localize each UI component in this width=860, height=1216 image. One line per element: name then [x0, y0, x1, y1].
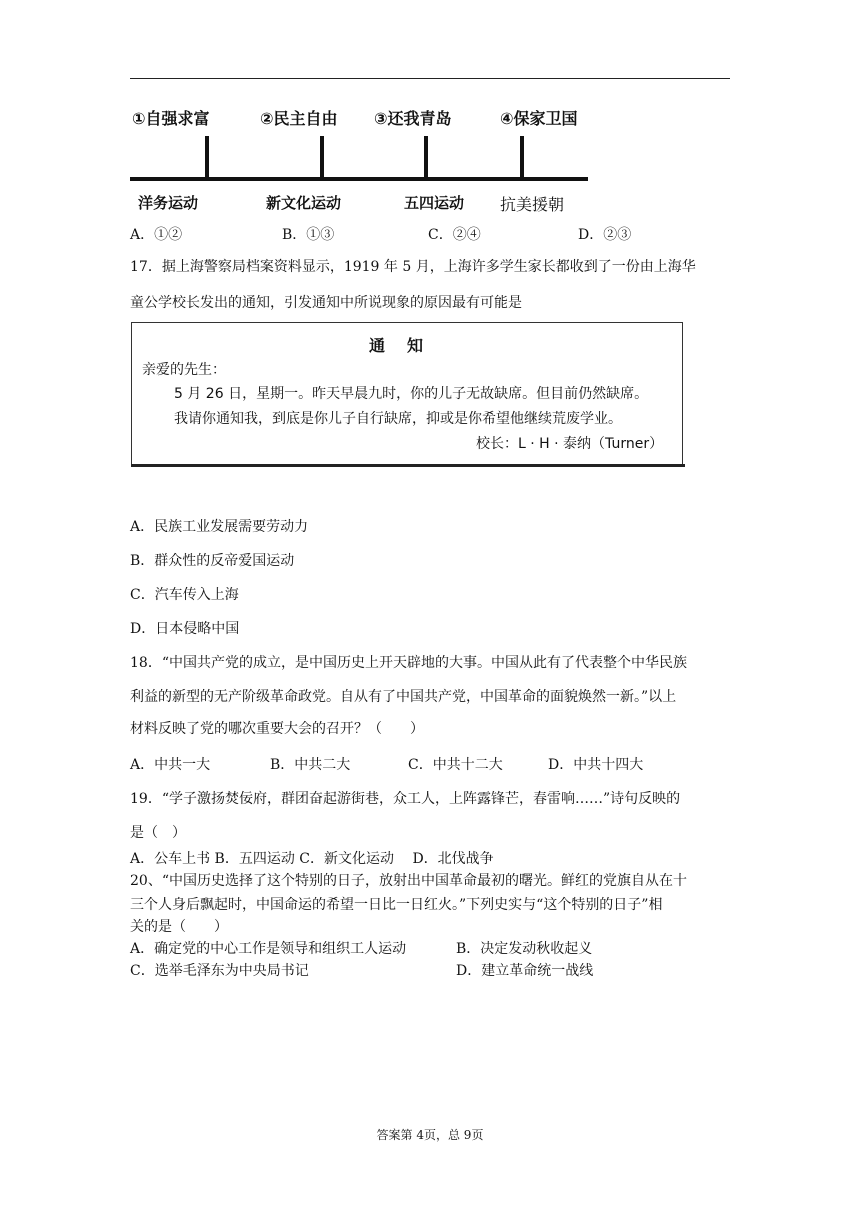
q16-option-c: C．②④ [428, 227, 481, 243]
timeline-tick [320, 136, 324, 178]
q16-option-a: A．①② [130, 227, 183, 243]
q19-stem-line: 19．“学子激扬焚佞府，群团奋起游街巷，众工人，上阵露锋芒，春雷响……”诗句反映的 [130, 791, 681, 807]
notice-body-line: 5 月 26 日，星期一。昨天早晨九时，你的儿子无故缺席。但目前仍然缺席。 [174, 386, 649, 402]
q20-stem-line: 20、“中国历史选择了这个特别的日子，放射出中国革命最初的曙光。鲜红的党旗自从在十 [130, 873, 687, 889]
q18-stem-line: 材料反映了党的哪次重要大会的召开？（ ） [130, 721, 424, 737]
timeline-top-label: ③还我青岛 [374, 109, 452, 128]
q17-option-a: A．民族工业发展需要劳动力 [130, 519, 309, 535]
q20-option-b: B．决定发动秋收起义 [456, 941, 593, 957]
q17-option-d: D．日本侵略中国 [130, 621, 240, 637]
timeline-bottom-label: 抗美援朝 [500, 195, 565, 214]
q16-option-d: D．②③ [578, 227, 632, 243]
q20-option-c: C．选举毛泽东为中央局书记 [130, 963, 309, 979]
timeline-figure [130, 100, 600, 220]
timeline-tick [520, 136, 524, 178]
timeline-bottom-label: 洋务运动 [138, 194, 199, 212]
q16-option-b: B．①③ [282, 227, 335, 243]
header-rule [130, 78, 730, 79]
timeline-top-label: ①自强求富 [132, 109, 210, 128]
q18-option-d: D．中共十四大 [548, 757, 644, 773]
q17-stem-line: 17．据上海警察局档案资料显示，1919 年 5 月，上海许多学生家长都收到了一份由上海华 [130, 259, 696, 275]
q18-stem-line: 利益的新型的无产阶级革命政党。自从有了中国共产党，中国革命的面貌焕然一新。”以上 [130, 689, 677, 705]
notice-bottom-rule [131, 464, 685, 467]
timeline-top-label: ②民主自由 [260, 109, 338, 128]
q18-option-b: B．中共二大 [270, 757, 351, 773]
notice-box [131, 322, 683, 466]
q17-stem-line: 童公学校长发出的通知，引发通知中所说现象的原因最有可能是 [130, 295, 522, 311]
q17-option-b: B．群众性的反帝爱国运动 [130, 553, 295, 569]
q18-stem-line: 18．“中国共产党的成立，是中国历史上开天辟地的大事。中国从此有了代表整个中华民族 [130, 655, 687, 671]
q18-option-c: C．中共十二大 [408, 757, 503, 773]
notice-title: 通知 [368, 336, 445, 355]
timeline-bottom-label: 新文化运动 [266, 194, 342, 212]
q20-stem-line: 关的是（ ） [130, 919, 228, 935]
timeline-top-label: ④保家卫国 [500, 109, 578, 128]
q20-option-a: A．确定党的中心工作是领导和组织工人运动 [130, 941, 407, 957]
q19-options: A．公车上书 B．五四运动 C．新文化运动 D．北伐战争 [130, 851, 494, 867]
notice-greeting: 亲爱的先生： [142, 362, 226, 378]
q17-option-c: C．汽车传入上海 [130, 587, 239, 603]
notice-body-line: 我请你通知我，到底是你儿子自行缺席，抑或是你希望他继续荒废学业。 [174, 411, 622, 427]
notice-signature: 校长：L · H · 泰纳（Turner） [476, 436, 664, 452]
page-footer: 答案第 4页，总 9页 [376, 1128, 484, 1142]
timeline-tick [424, 136, 428, 178]
timeline-tick [205, 136, 209, 178]
q18-option-a: A．中共一大 [130, 757, 211, 773]
q20-option-d: D．建立革命统一战线 [456, 963, 594, 979]
q20-stem-line: 三个人身后飘起时，中国命运的希望一日比一日红火。”下列史实与“这个特别的日子”相 [130, 897, 663, 913]
timeline-axis [130, 177, 588, 181]
q19-stem-line: 是（ ） [130, 825, 186, 841]
timeline-bottom-label: 五四运动 [404, 194, 465, 212]
